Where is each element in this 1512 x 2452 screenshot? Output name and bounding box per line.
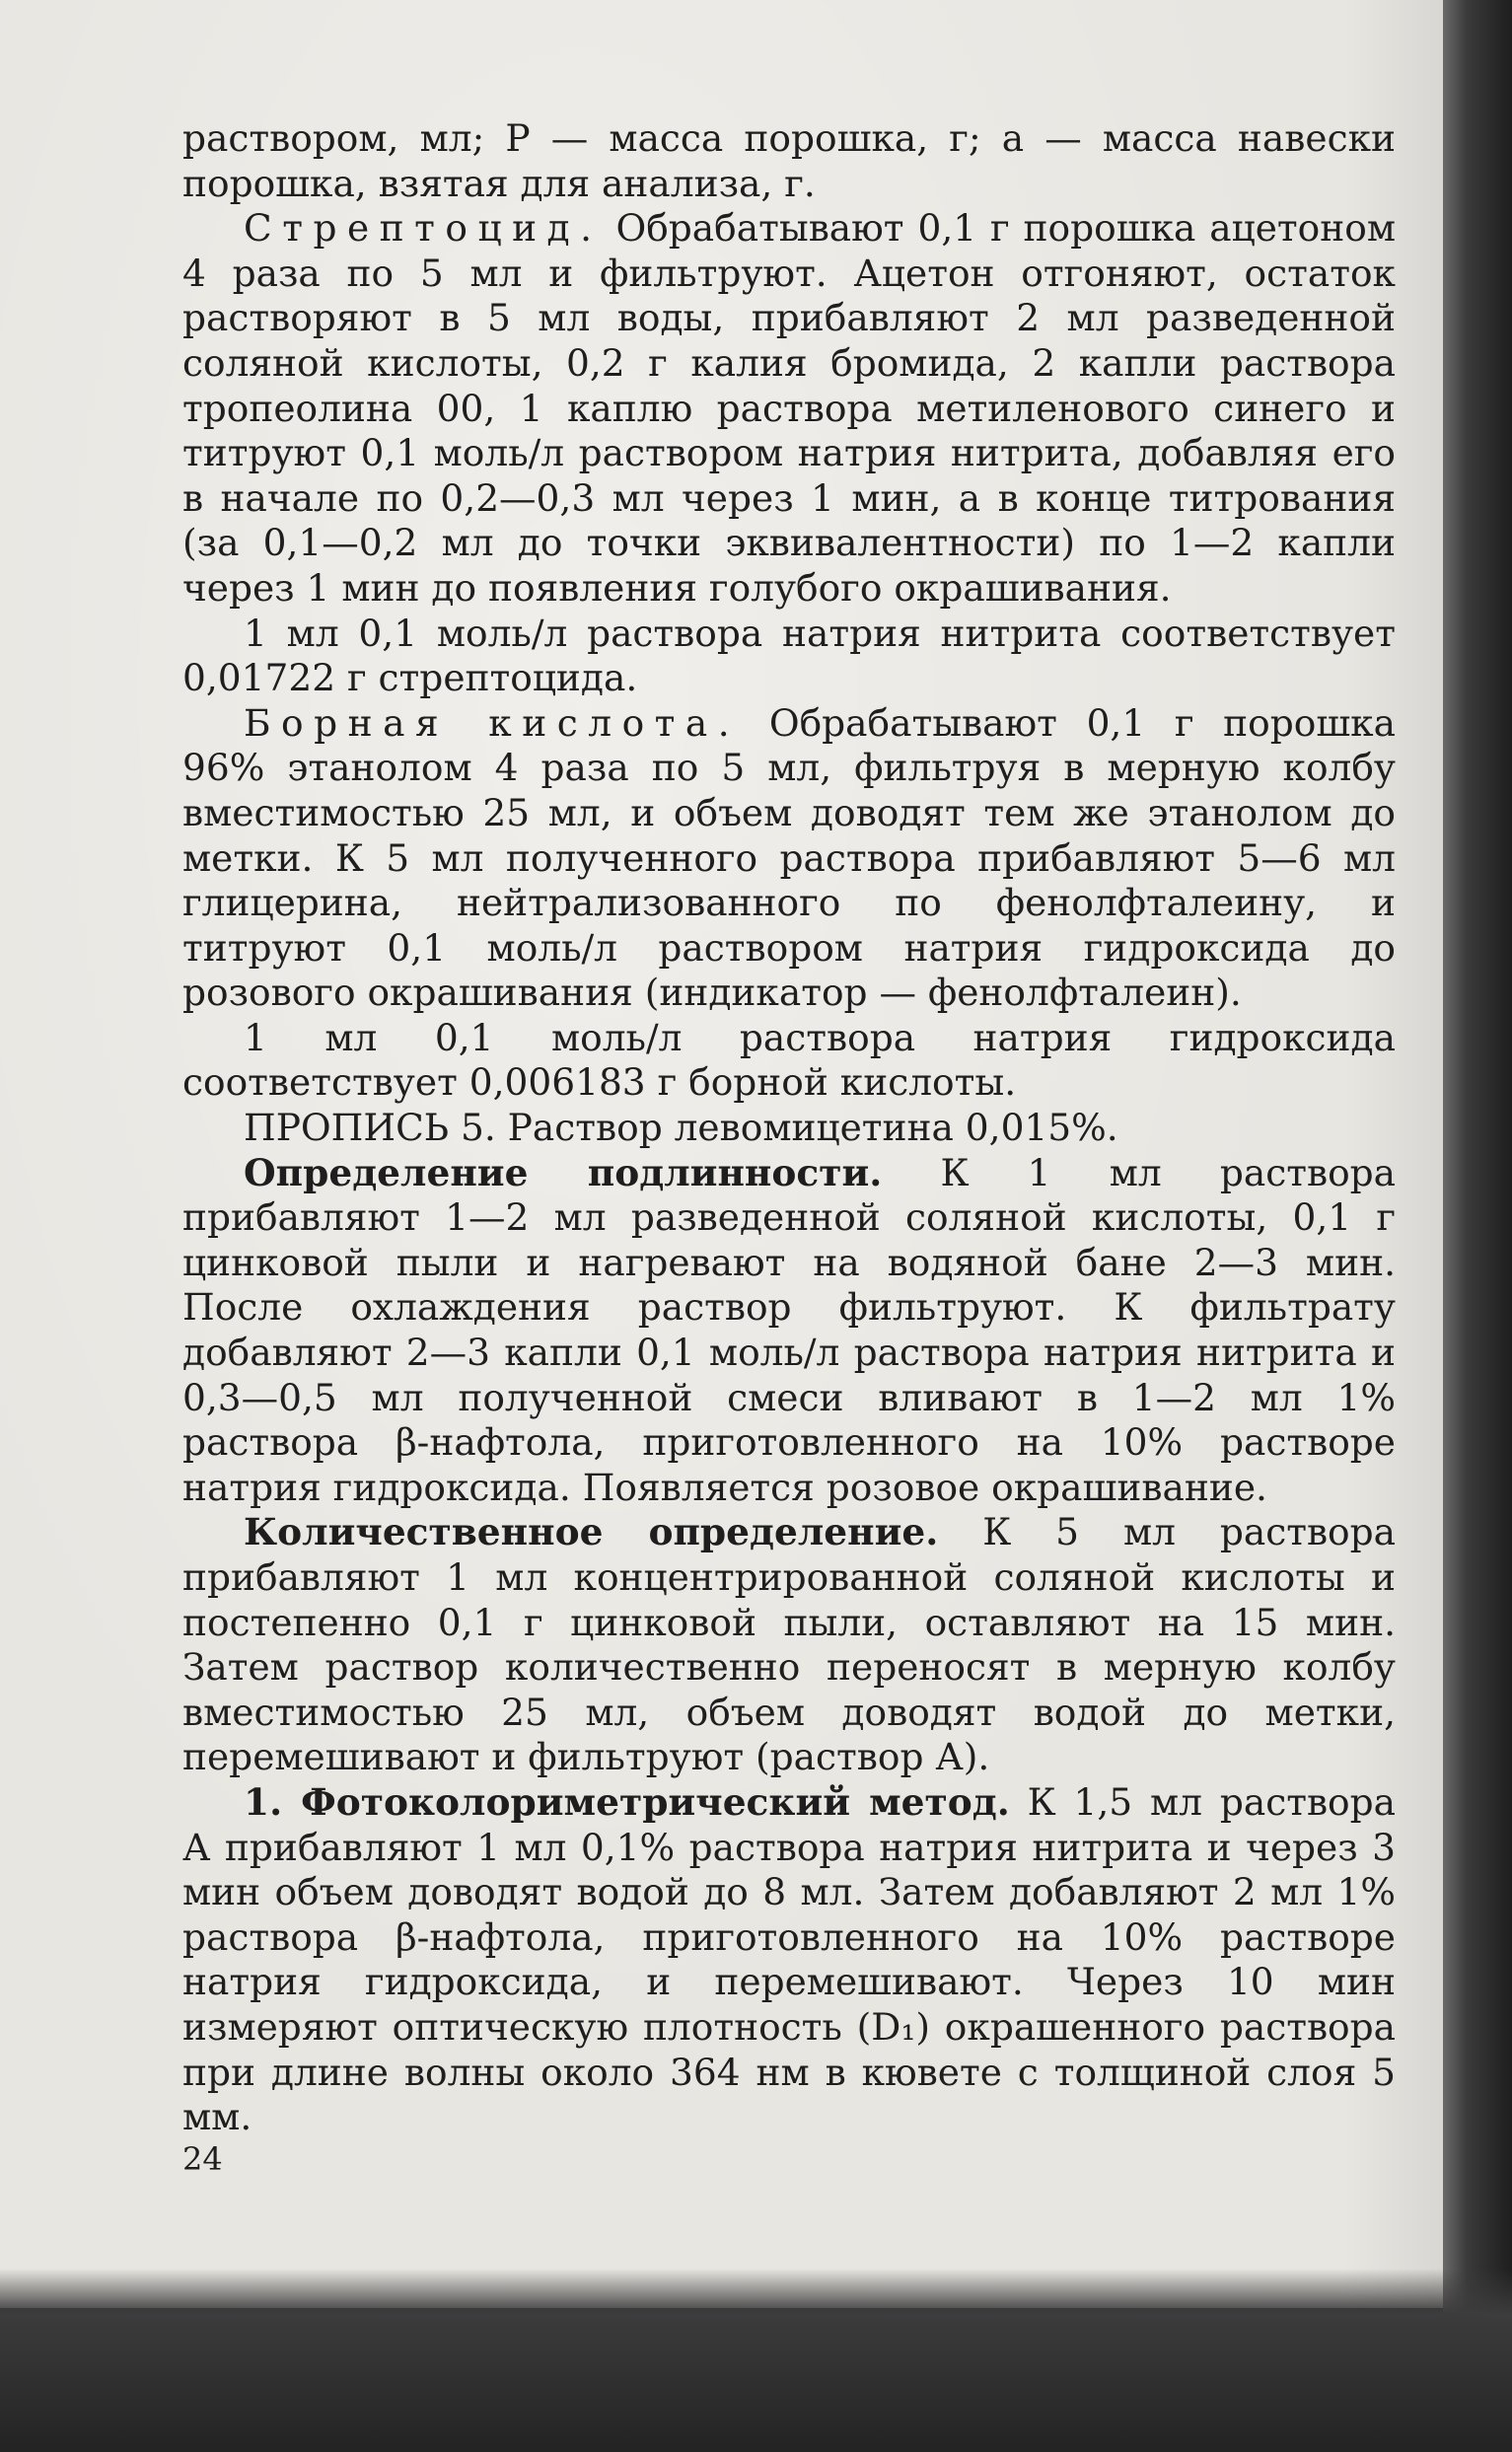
identity-heading: Определение подлинности.: [244, 1150, 883, 1194]
photocolor-heading: 1. Фотоколориметрический метод.: [244, 1779, 1010, 1824]
boric-acid-heading: Борная кислота.: [244, 700, 741, 745]
photocolor-paragraph: [182, 1780, 1396, 2140]
page-number: 24: [182, 2140, 223, 2178]
identity-paragraph: [182, 1151, 1396, 1511]
body-text: [182, 116, 1396, 2140]
quantitative-text: К 5 мл раствора прибавляют 1 мл концентрированной соляной кислоты и постепенно 0,1 г цинковой пыли, оставляют на 15 мин. Затем раствор количественно переносят в мерную колбу вместимостью 25 мл, объем доводят водой до метки, перемешивают и фильтруют (раствор А).: [182, 1510, 1396, 1779]
boric-acid-equivalent: 1 мл 0,1 моль/л раствора натрия гидроксида соответствует 0,006183 г борной кислоты.: [182, 1015, 1396, 1105]
page-bottom-edge: [0, 2269, 1512, 2452]
boric-acid-paragraph: [182, 701, 1396, 1016]
book-spine-shadow: [1443, 0, 1512, 2452]
photocolor-text: К 1,5 мл раствора А прибавляют 1 мл 0,1% раствора натрия нитрита и через 3 мин объем доводят водой до 8 мл. Затем добавляют 2 мл 1% раствора β-нафтола, приготовленного на 10% растворе натрия гидроксида, и перемешивают. Через 10 мин измеряют оптическую плотность (D₁) окрашенного раствора при длине волны около 364 нм в кювете с толщиной слоя 5 мм.: [182, 1779, 1396, 2139]
streptocide-paragraph: [182, 206, 1396, 611]
recipe-title: ПРОПИСЬ 5. Раствор левомицетина 0,015%.: [244, 1106, 1118, 1150]
quantitative-paragraph: [182, 1510, 1396, 1780]
boric-acid-text: Обрабатывают 0,1 г порошка 96% этанолом 4 раза по 5 мл, фильтруя в мерную колбу вместимостью 25 мл, и объем доводят тем же этанолом до метки. К 5 мл полученного раствора прибавляют 5—6 мл глицерина, нейтрализованного по фенолфталеину, и титруют 0,1 моль/л раствором натрия гидроксида до розового окрашивания (индикатор — фенолфталеин).: [182, 700, 1396, 1015]
streptocide-text: Обрабатывают 0,1 г порошка ацетоном 4 раза по 5 мл и фильтруют. Ацетон отгоняют, остаток растворяют в 5 мл воды, прибавляют 2 мл разведенной соляной кислоты, 0,2 г калия бромида, 2 капли раствора тропеолина 00, 1 каплю раствора метиленового синего и титруют 0,1 моль/л раствором натрия нитрита, добавляя его в начале по 0,2—0,3 мл через 1 мин, а в конце титрования (за 0,1—0,2 мл до точки эквивалентности) по 1—2 капли через 1 мин до появления голубого окрашивания.: [182, 206, 1396, 610]
intro-paragraph: раствором, мл; Р — масса порошка, г; а — масса навески порошка, взятая для анализа, г.: [182, 116, 1396, 205]
quantitative-heading: Количественное определение.: [244, 1510, 939, 1554]
streptocide-equivalent: 1 мл 0,1 моль/л раствора натрия нитрита соответствует 0,01722 г стрептоцида.: [182, 611, 1396, 700]
streptocide-heading: Стрептоцид.: [244, 206, 603, 251]
identity-text: К 1 мл раствора прибавляют 1—2 мл разведенной соляной кислоты, 0,1 г цинковой пыли и нагревают на водяной бане 2—3 мин. После охлаждения раствор фильтруют. К фильтрату добавляют 2—3 капли 0,1 моль/л раствора натрия нитрита и 0,3—0,5 мл полученной смеси вливают в 1—2 мл 1% раствора β-нафтола, приготовленного на 10% растворе натрия гидроксида. Появляется розовое окрашивание.: [182, 1150, 1397, 1509]
